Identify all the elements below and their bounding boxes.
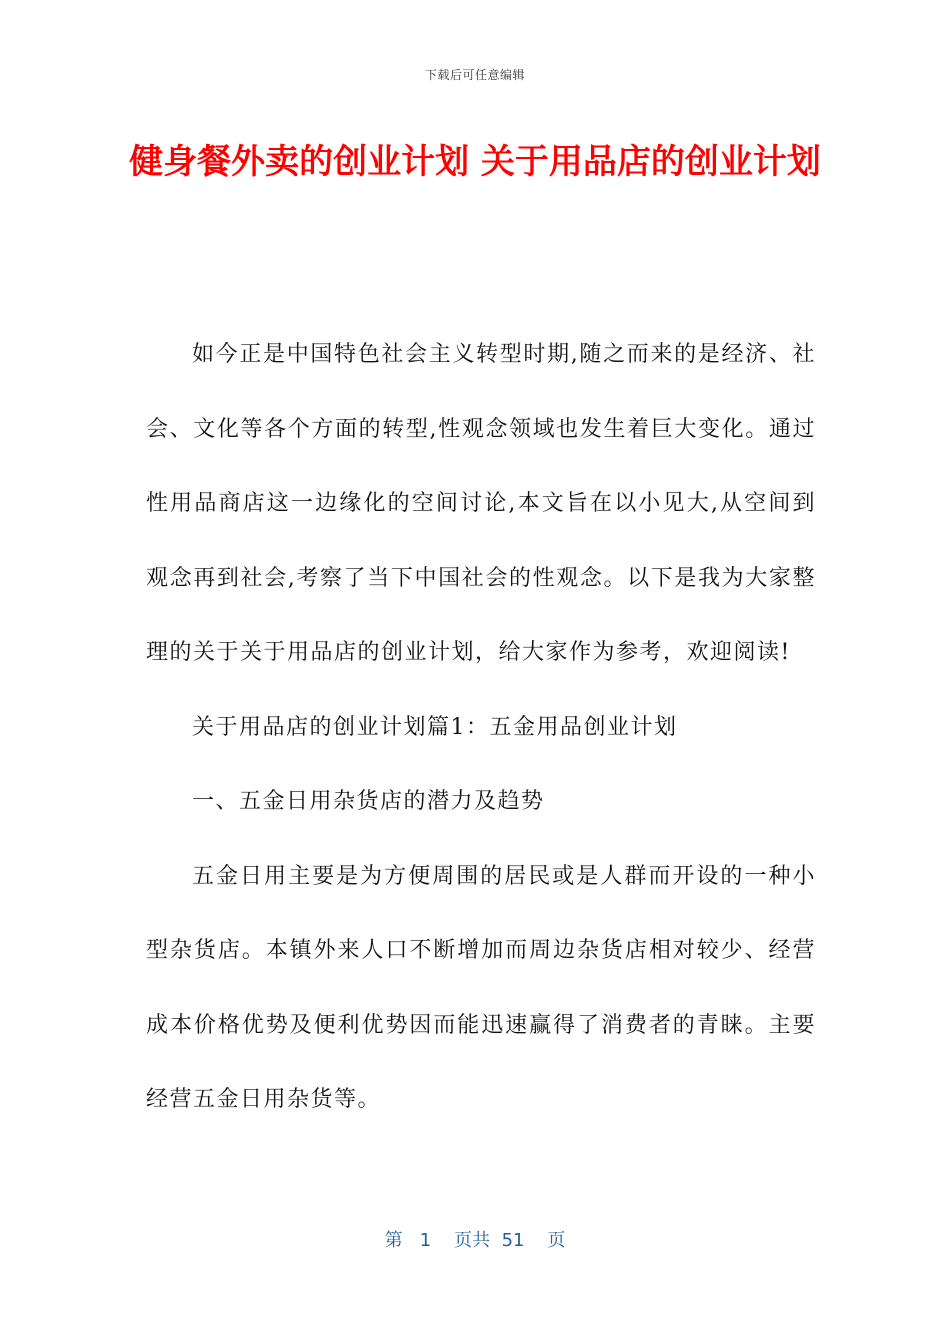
page-footer [0,1226,950,1252]
footer-total-pages: 51 [501,1230,525,1251]
footer-middle: 页共 [454,1230,491,1251]
footer-current-page: 1 [419,1230,432,1251]
paragraph-intro: 如今正是中国特色社会主义转型时期,随之而来的是经济、社会、文化等各个方面的转型,性观念领域也发生着巨大变化。通过性用品商店这一边缘化的空间讨论,本文旨在以小见大,从空间到观念再到社会,考察了当下中国社会的性观念。以下是我为大家整理的关于关于用品店的创业计划，给大家作为参考，欢迎阅读! [146,342,816,665]
paragraph-section-heading: 关于用品店的创业计划篇1：五金用品创业计划 [192,714,678,740]
footer-prefix: 第 [384,1230,403,1251]
document-title: 健身餐外卖的创业计划 关于用品店的创业计划 [129,142,821,182]
paragraph-description: 五金日用主要是为方便周围的居民或是人群而开设的一种小型杂货店。本镇外来人口不断增加而周边杂货店相对较少、经营成本价格优势及便利优势因而能迅速赢得了消费者的青睐。主要经营五金日用杂货等。 [146,863,816,1112]
footer-suffix: 页 [547,1230,566,1251]
document-body [146,318,816,1138]
header-note: 下载后可任意编辑 [424,68,525,82]
paragraph-subheading: 一、五金日用杂货店的潜力及趋势 [192,789,545,814]
